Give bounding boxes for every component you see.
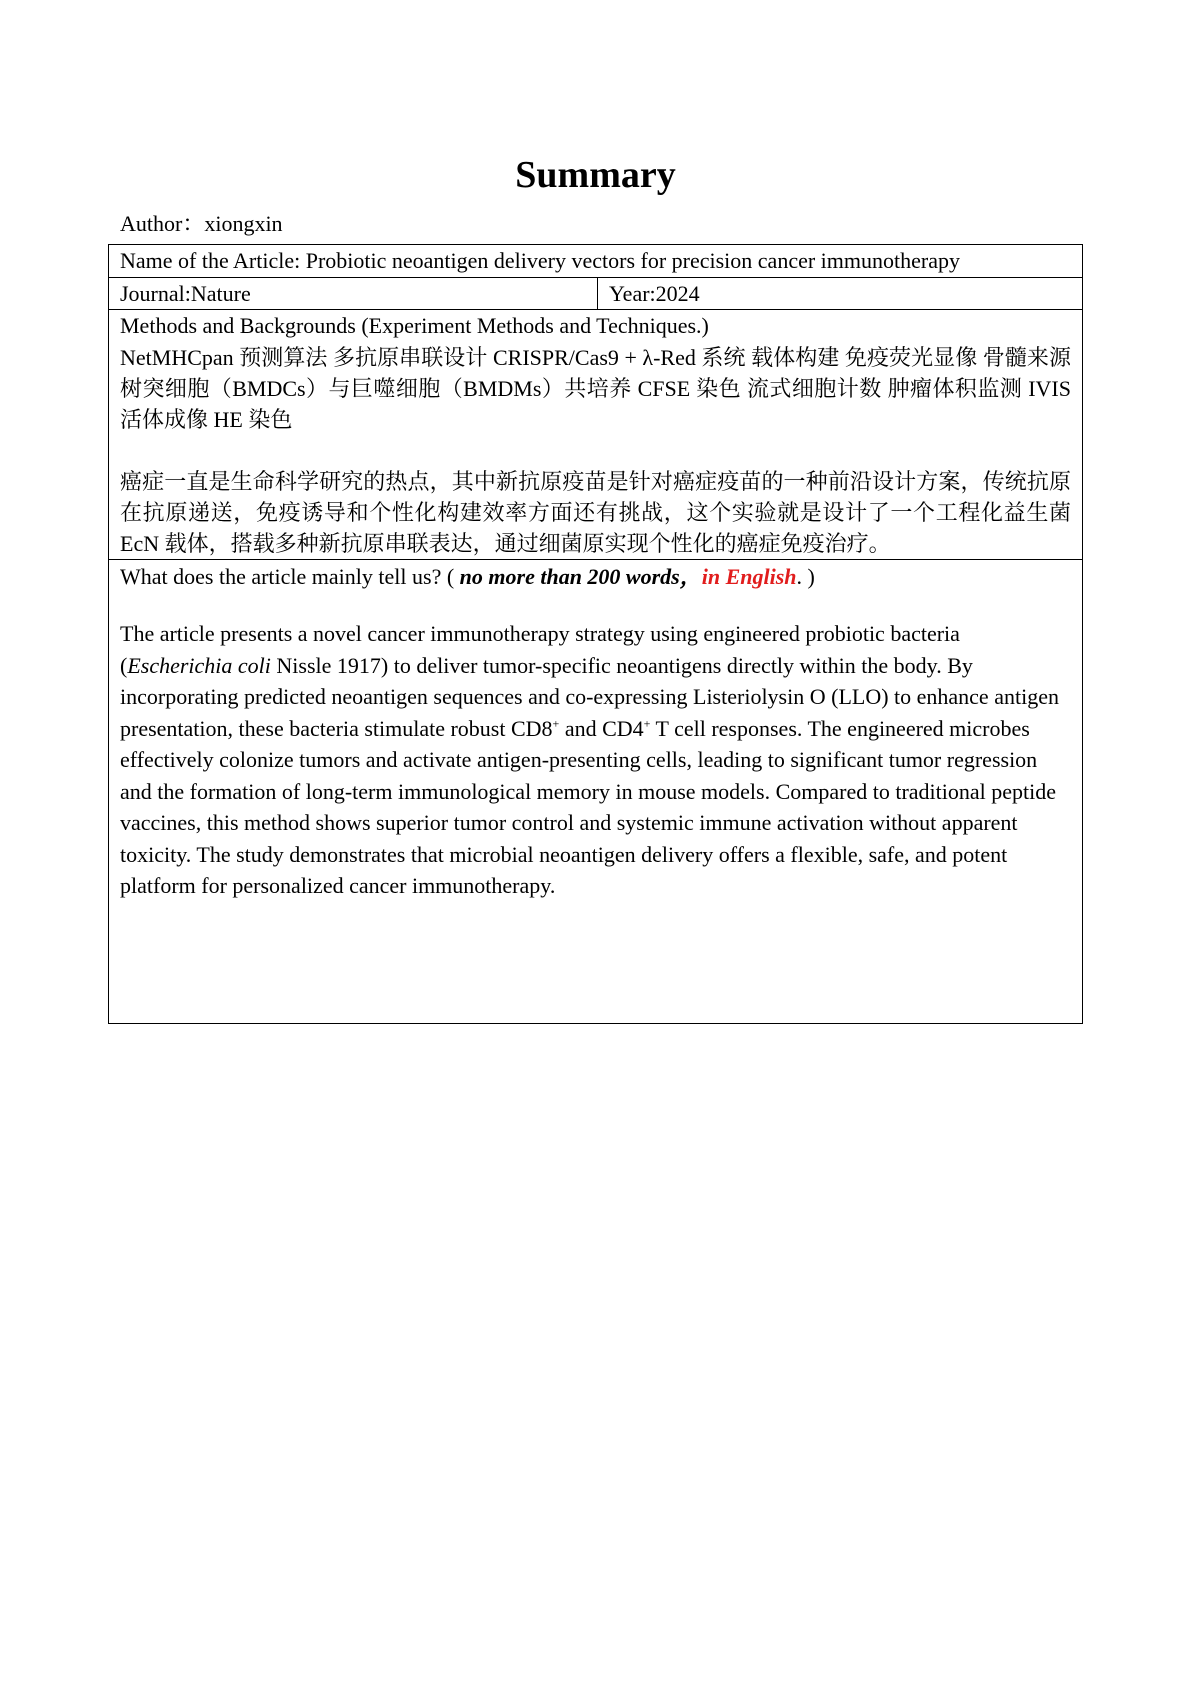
methods-heading: Methods and Backgrounds (Experiment Methods and Techniques.) (120, 313, 709, 338)
answer-part-2: Nissle 1917) to deliver tumor-specific neoantigens directly within the body. By incorporating predicted neoantigen sequences and co-expressing Listeriolysin O (LLO) to enhance antigen presentation, these bacteria stimulate robust CD8 (120, 652, 1059, 741)
question-row (109, 560, 1082, 1023)
cd4-superscript: + (643, 716, 651, 731)
summary-table (108, 244, 1083, 1024)
article-name-row (109, 245, 1082, 278)
article-name: Name of the Article: Probiotic neoantigen delivery vectors for precision cancer immunotherapy (120, 248, 960, 273)
answer-part-1: The article presents a novel cancer immunotherapy strategy using engineered probiotic bacteria ( (120, 621, 960, 678)
answer-paragraph (120, 618, 1071, 902)
author-line: Author：xiongxin (120, 211, 283, 236)
background-text: 癌症一直是生命科学研究的热点，其中新抗原疫苗是针对癌症疫苗的一种前沿设计方案，传统抗原在抗原递送，免疫诱导和个性化构建效率方面还有挑战，这个实验就是设计了一个工程化益生菌 EcN 载体，搭载多种新抗原串联表达，通过细菌原实现个性化的癌症免疫治疗。 (120, 469, 1071, 556)
methods-techniques: NetMHCpan 预测算法 多抗原串联设计 CRISPR/Cas9 + λ-Red 系统 载体构建 免疫荧光显像 骨髓来源树突细胞（BMDCs）与巨噬细胞（BMDMs）共培养 CFSE 染色 流式细胞计数 肿瘤体积监测 IVIS 活体成像 HE 染色 (120, 345, 1071, 432)
word-limit: no more than 200 words， (459, 564, 702, 589)
question-prompt (120, 560, 1071, 594)
answer-part-4: T cell responses. The engineered microbes effectively colonize tumors and activate antigen-presenting cells, leading to significant tumor regression and the formation of long-term immunological memory in mouse models. Compared to traditional peptide vaccines, this method shows superior tumor control and systemic immune activation without apparent toxicity. The study demonstrates that microbial neoantigen delivery offers a flexible, safe, and potent platform for personalized cancer immunotherapy. (120, 715, 1057, 898)
cd8-superscript: + (552, 716, 560, 731)
question-suffix: . ) (796, 564, 815, 589)
species-name: Escherichia coli (127, 652, 271, 678)
year-cell: Year:2024 (609, 281, 700, 306)
answer-part-3: and CD4 (559, 715, 644, 741)
journal-cell: Journal:Nature (109, 278, 598, 309)
page-title: Summary (515, 154, 676, 196)
methods-row (109, 310, 1082, 560)
question-prefix: What does the article mainly tell us? ( (120, 564, 460, 589)
journal-year-row (109, 278, 1082, 310)
language-requirement: in English (701, 564, 797, 589)
